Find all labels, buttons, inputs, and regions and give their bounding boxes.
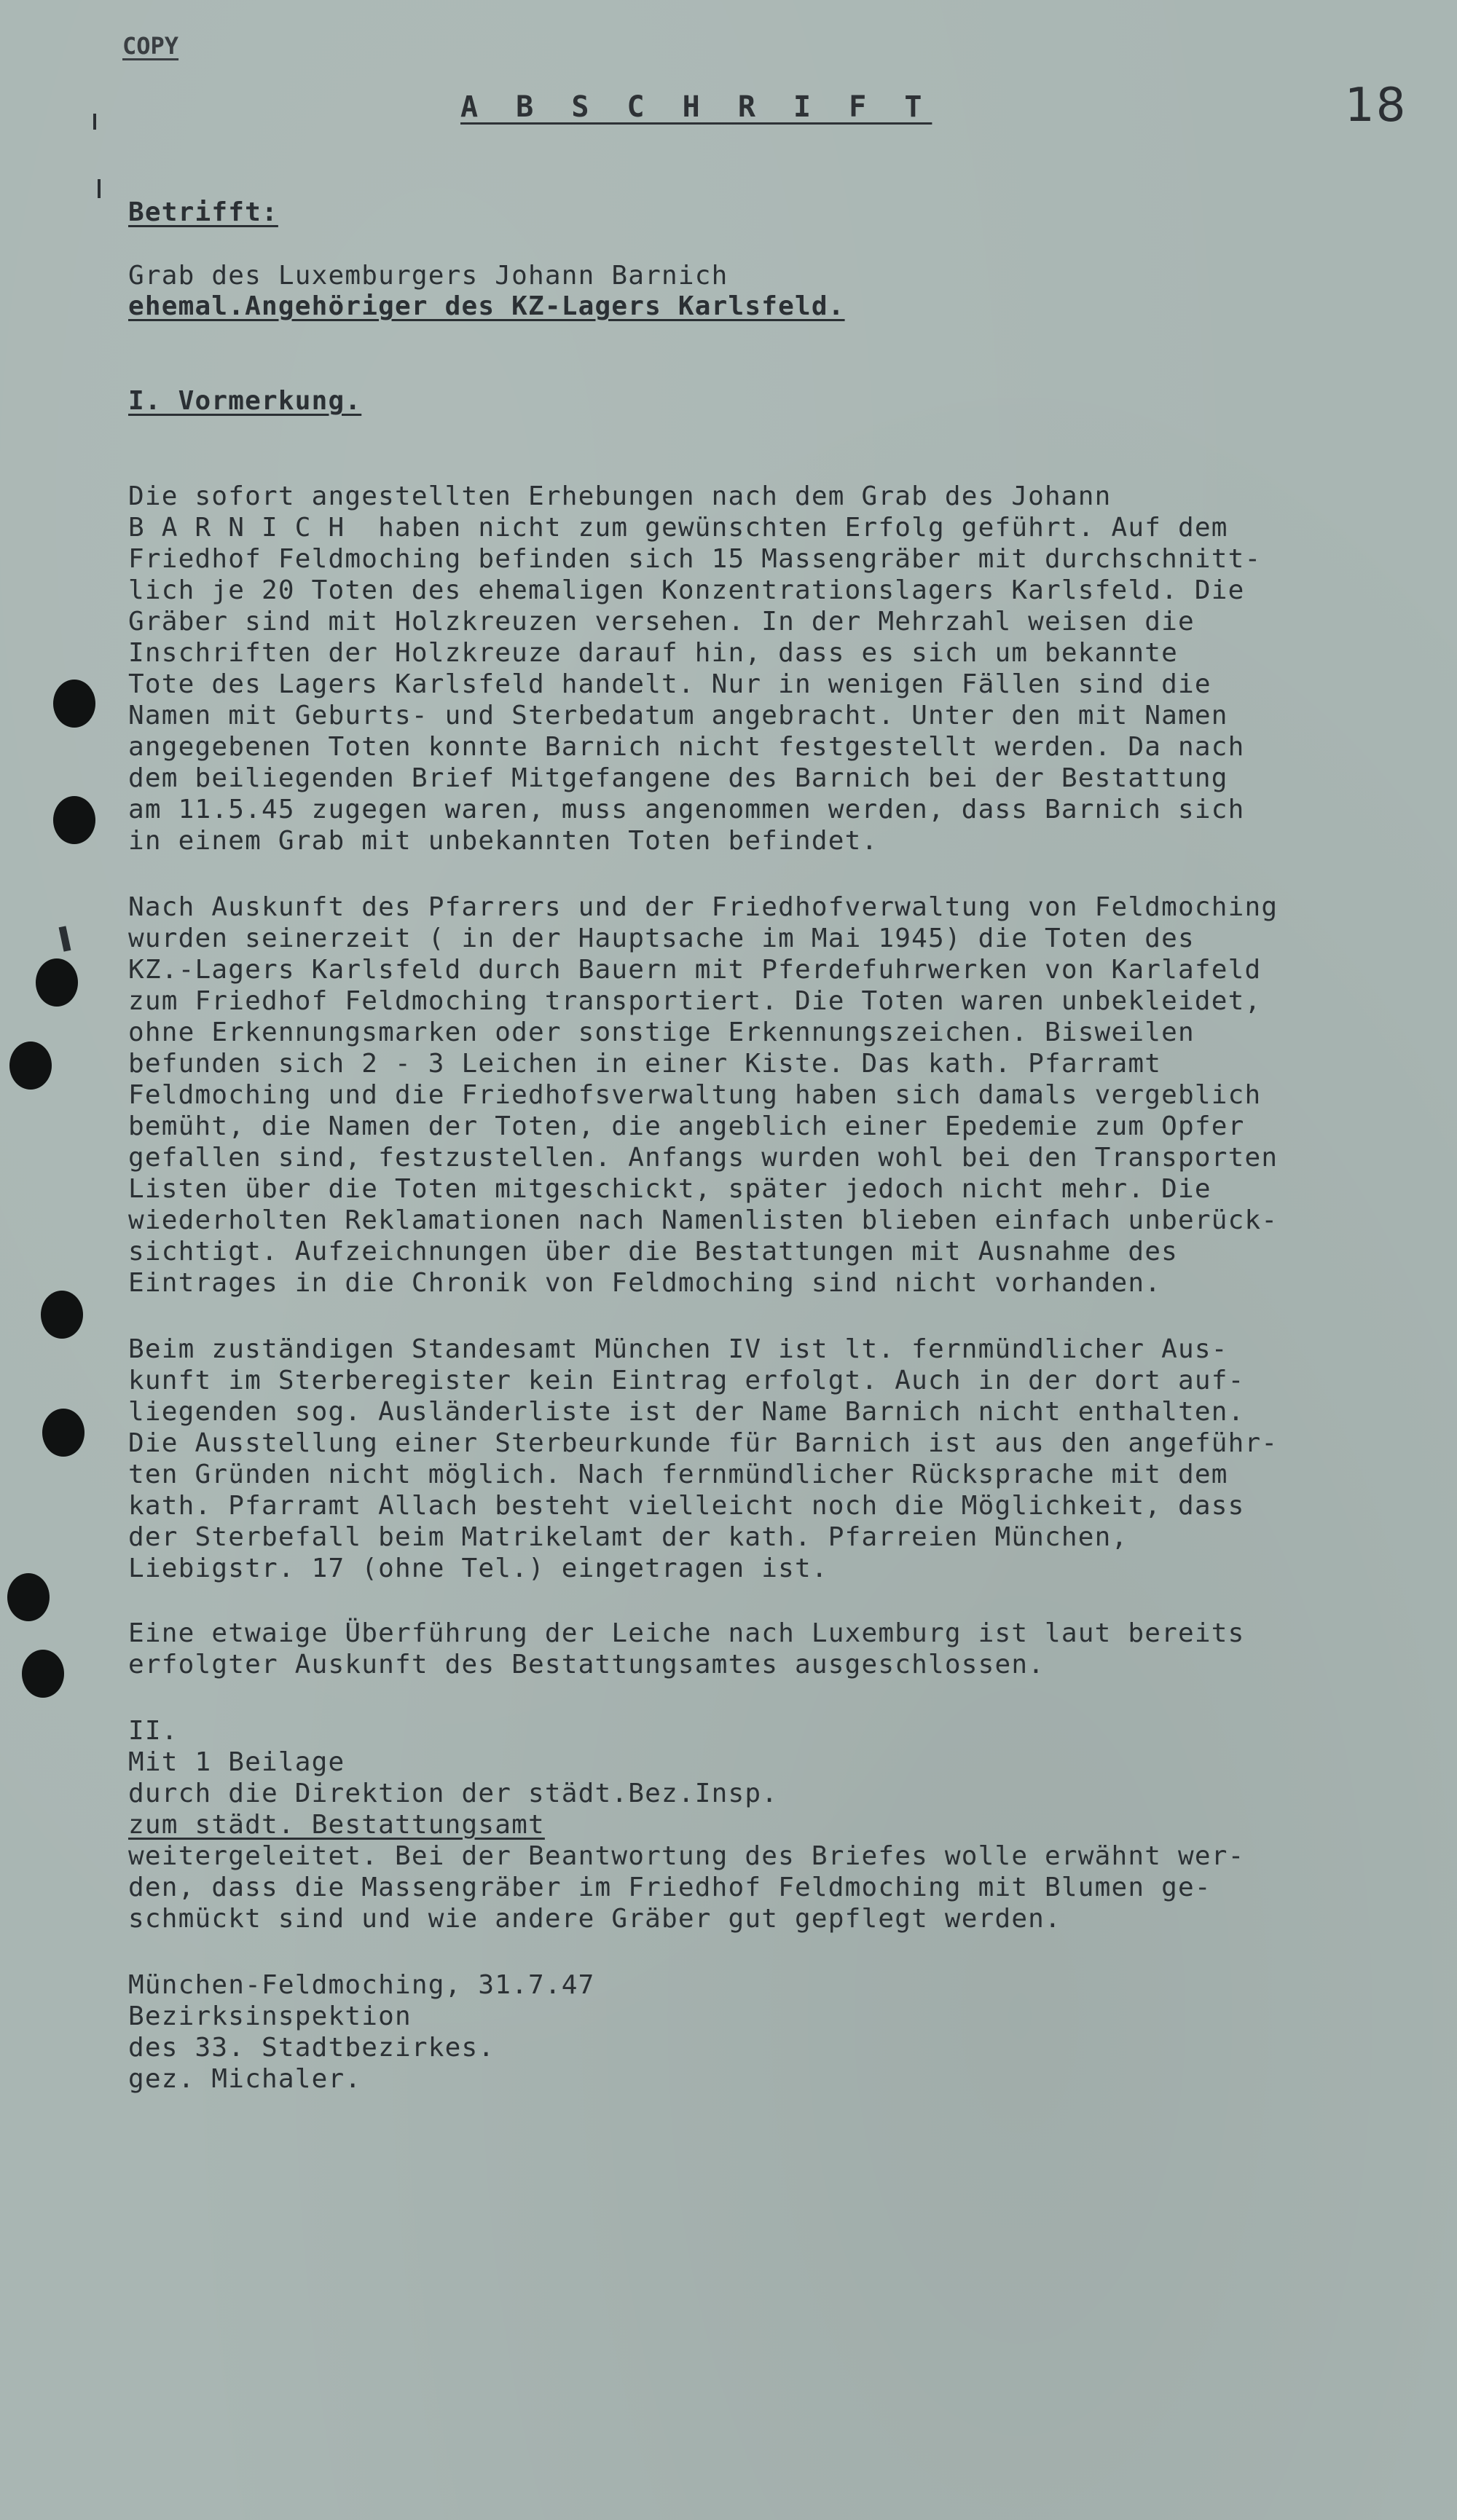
document-title: A B S C H R I F T: [460, 90, 932, 124]
subject-label: Betrifft:: [128, 197, 278, 227]
paragraph-line: in einem Grab mit unbekannten Toten befindet.: [128, 826, 879, 856]
copy-stamp: COPY: [122, 32, 179, 60]
paragraph-line: Friedhof Feldmoching befinden sich 15 Massengräber mit durchschnitt-: [128, 544, 1262, 574]
paragraph-line: Inschriften der Holzkreuze darauf hin, dass es sich um bekannte: [128, 638, 1179, 668]
subject-line: Grab des Luxemburgers Johann Barnich: [128, 261, 728, 291]
paragraph-line: B A R N I C H haben nicht zum gewünschten Erfolg geführt. Auf dem: [128, 513, 1228, 543]
paragraph-line: erfolgter Auskunft des Bestattungsamtes ausgeschlossen.: [128, 1650, 1045, 1680]
punch-hole: [22, 1650, 64, 1698]
paragraph-line: dem beiliegenden Brief Mitgefangene des Barnich bei der Bestattung: [128, 763, 1228, 793]
margin-mark: [93, 114, 96, 130]
margin-mark: [59, 926, 71, 951]
closing-line: München-Feldmoching, 31.7.47: [128, 1970, 595, 2000]
punch-hole: [36, 958, 78, 1007]
punch-hole: [53, 796, 95, 844]
paragraph-line: kunft im Sterberegister kein Eintrag erfolgt. Auch in der dort auf-: [128, 1366, 1245, 1395]
paragraph-line: ohne Erkennungsmarken oder sonstige Erkennungszeichen. Bisweilen: [128, 1017, 1195, 1047]
paragraph-line: kath. Pfarramt Allach besteht vielleicht noch die Möglichkeit, dass: [128, 1491, 1245, 1521]
section-heading: I. Vormerkung.: [128, 386, 362, 416]
paragraph-line: liegenden sog. Ausländerliste ist der Name Barnich nicht enthalten.: [128, 1397, 1245, 1427]
punch-hole: [9, 1042, 52, 1090]
punch-hole: [7, 1573, 50, 1621]
paragraph-line: Die sofort angestellten Erhebungen nach dem Grab des Johann: [128, 481, 1112, 511]
paragraph-line: Tote des Lagers Karlsfeld handelt. Nur in wenigen Fällen sind die: [128, 669, 1211, 699]
routing-line: weitergeleitet. Bei der Beantwortung des Briefes wolle erwähnt wer-: [128, 1841, 1245, 1871]
closing-line: des 33. Stadtbezirkes.: [128, 2033, 495, 2063]
margin-mark: [98, 179, 101, 198]
routing-line: durch die Direktion der städt.Bez.Insp.: [128, 1779, 779, 1808]
paragraph-line: bemüht, die Namen der Toten, die angeblich einer Epedemie zum Opfer: [128, 1111, 1245, 1141]
subject-line: ehemal.Angehöriger des KZ-Lagers Karlsfeld.: [128, 291, 845, 321]
paragraph-line: befunden sich 2 - 3 Leichen in einer Kiste. Das kath. Pfarramt: [128, 1049, 1162, 1079]
paragraph-line: Beim zuständigen Standesamt München IV ist lt. fernmündlicher Aus-: [128, 1334, 1228, 1364]
paragraph-line: Namen mit Geburts- und Sterbedatum angebracht. Unter den mit Namen: [128, 701, 1228, 731]
routing-line: Mit 1 Beilage: [128, 1747, 345, 1777]
paragraph-line: lich je 20 Toten des ehemaligen Konzentrationslagers Karlsfeld. Die: [128, 575, 1245, 605]
paragraph-line: zum Friedhof Feldmoching transportiert. Die Toten waren unbekleidet,: [128, 986, 1262, 1016]
paragraph-line: KZ.-Lagers Karlsfeld durch Bauern mit Pferdefuhrwerken von Karlafeld: [128, 955, 1262, 985]
paragraph-line: Eine etwaige Überführung der Leiche nach Luxemburg ist laut bereits: [128, 1618, 1245, 1648]
paragraph-line: Listen über die Toten mitgeschickt, später jedoch nicht mehr. Die: [128, 1174, 1211, 1204]
paragraph-line: Feldmoching und die Friedhofsverwaltung haben sich damals vergeblich: [128, 1080, 1262, 1110]
punch-hole: [41, 1291, 83, 1339]
punch-hole: [53, 680, 95, 728]
routing-line: schmückt sind und wie andere Gräber gut gepflegt werden.: [128, 1904, 1061, 1934]
paragraph-line: sichtigt. Aufzeichnungen über die Bestattungen mit Ausnahme des: [128, 1237, 1179, 1267]
paragraph-line: wurden seinerzeit ( in der Hauptsache im Mai 1945) die Toten des: [128, 924, 1195, 953]
paragraph-line: wiederholten Reklamationen nach Namenlisten blieben einfach unberück-: [128, 1205, 1279, 1235]
paragraph-line: angegebenen Toten konnte Barnich nicht festgestellt werden. Da nach: [128, 732, 1245, 762]
signature-line: gez. Michaler.: [128, 2064, 362, 2094]
paragraph-line: der Sterbefall beim Matrikelamt der kath. Pfarreien München,: [128, 1522, 1128, 1552]
paragraph-line: Nach Auskunft des Pfarrers und der Friedhofverwaltung von Feldmoching: [128, 892, 1279, 922]
punch-hole: [42, 1409, 85, 1457]
paragraph-line: Gräber sind mit Holzkreuzen versehen. In der Mehrzahl weisen die: [128, 607, 1195, 637]
routing-line: den, dass die Massengräber im Friedhof Feldmoching mit Blumen ge-: [128, 1873, 1211, 1902]
paragraph-line: ten Gründen nicht möglich. Nach fernmündlicher Rücksprache mit dem: [128, 1460, 1228, 1489]
section-heading: II.: [128, 1716, 178, 1746]
paragraph-line: gefallen sind, festzustellen. Anfangs wurden wohl bei den Transporten: [128, 1143, 1279, 1173]
paragraph-line: Eintrages in die Chronik von Feldmoching sind nicht vorhanden.: [128, 1268, 1162, 1298]
paragraph-line: Die Ausstellung einer Sterbeurkunde für Barnich ist aus den angeführ-: [128, 1428, 1279, 1458]
page-number: 18: [1345, 79, 1407, 133]
routing-line: zum städt. Bestattungsamt: [128, 1810, 545, 1840]
closing-line: Bezirksinspektion: [128, 2001, 412, 2031]
paragraph-line: Liebigstr. 17 (ohne Tel.) eingetragen ist.: [128, 1554, 828, 1583]
paragraph-line: am 11.5.45 zugegen waren, muss angenommen werden, dass Barnich sich: [128, 795, 1245, 824]
